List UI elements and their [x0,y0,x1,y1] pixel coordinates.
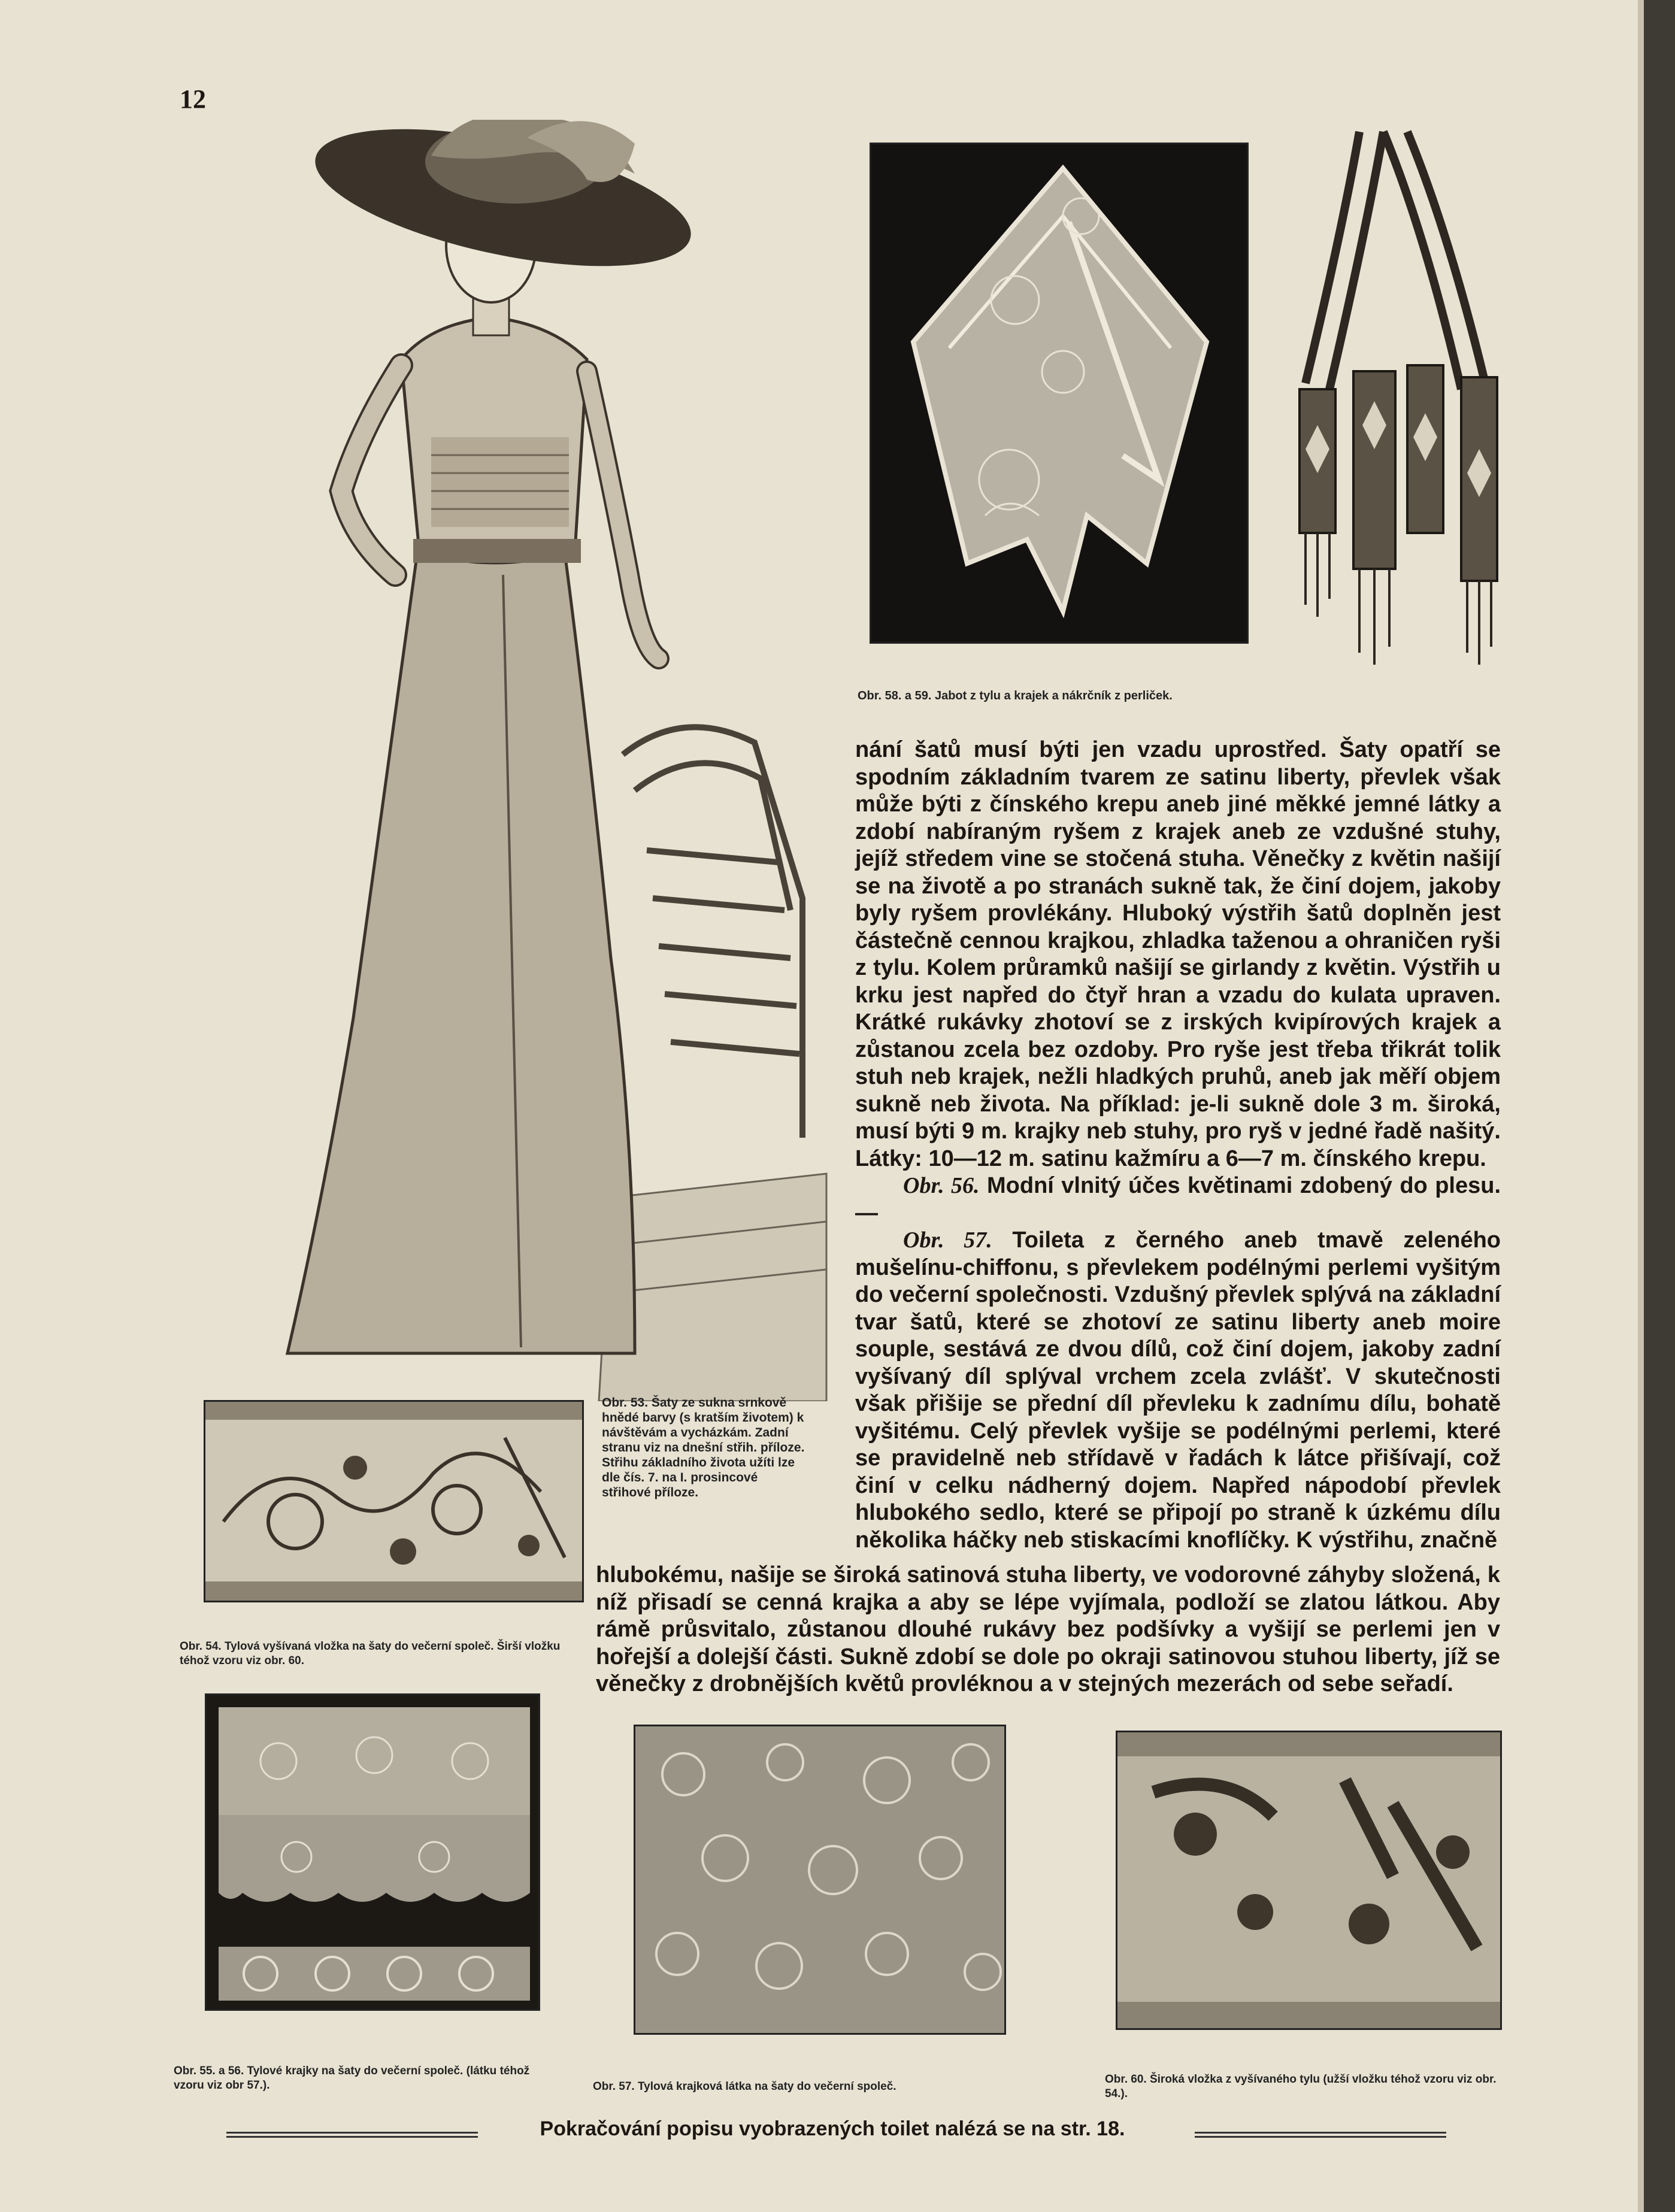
embroidered-insert-image [204,1400,584,1602]
caption-fig55-56: Obr. 55. a 56. Tylové krajky na šaty do večerní společ. (látku téhož vzoru viz obr 57.). [174,2065,530,2092]
fig56-text: Modní vlnitý účes květinami zdobený do plesu. — [855,1173,1501,1226]
fig56-label: Obr. 56. [903,1173,980,1198]
lace-fabric-image [634,1725,1006,2035]
article-paragraph-fig56 [855,1172,1501,1227]
article-paragraph-fig57 [855,1227,1501,1554]
caption-fig53: Obr. 53. Šaty ze sukna srnkově hnědé barvy (s kratším životem) k návštěvám a vycházkám. Zadní stranu viz na dnešní střih. příloze. Střihu základního života užíti lze dle čís. 7. na I. prosincové střihové příloze. [602,1396,805,1499]
jabot-lace-drawing [871,144,1249,644]
lace-fabric-drawing [635,1726,1006,2035]
fig57-label: Obr. 57. [903,1228,992,1253]
beaded-necklace-image [1270,114,1539,671]
lace-trims-drawing [207,1695,540,2011]
caption-fig60: Obr. 60. Široká vložka z vyšívaného tylu (užší vložku téhož vzoru viz obr. 54.). [1105,2073,1497,2100]
wide-insert-image [1116,1731,1502,2030]
page-number: 12 [180,84,206,114]
caption-fig54: Obr. 54. Tylová vyšívaná vložka na šaty do večerní společ. Širší vložku téhož vzoru viz obr. 60. [180,1640,561,1667]
footer-rule-left [226,2132,478,2138]
embroidered-insert-drawing [205,1402,584,1602]
caption-fig58-59: Obr. 58. a 59. Jabot z tylu a krajek a nákrčník z perliček. [858,689,1173,702]
woman-illustration [252,120,850,1401]
jabot-lace-image [870,143,1249,644]
caption-fig57: Obr. 57. Tylová krajková látka na šaty do večerní společ. [593,2080,896,2093]
footer-rule-right [1195,2132,1446,2138]
article-paragraph-main: nání šatů musí býti jen vzadu uprostřed. Šaty opatří se spodním základním tvarem ze satinu liberty, převlek však může býti z čínského krepu aneb jiné měkké jemné látky a zdobí nabíraným ryšem z krajek aneb ze vzdušné stuhy, jejíž středem vine se stočená stuha. Věnečky z květin našijí se na životě a po stranách sukně tak, že činí dojem, jakoby byly ryšem provlékány. Hluboký výstřih šatů doplněn jest částečně cennou krajkou, zhladka taženou a ohraničen ryši z tylu. Kolem průramků našijí se girlandy z květin. Výstřih u krku jest napřed do čtyř hran a vzadu do kulata upraven. Krátké rukávky zhotoví se z irských kvipírových krajek a zůstanou zcela bez ozdoby. Pro ryše jest třeba třikrát tolik stuh neb krajek, nežli hladkých pruhů, aneb jak měří objem sukně neb života. Na příklad: je-li sukně dole 3 m. široká, musí býti 9 m. krajky neb stuhy, pro ryš v jedné řadě našitý. Látky: 10—12 m. satinu kažmíru a 6—7 m. čínského krepu. [855,737,1501,1171]
article-column [855,737,1501,1554]
lace-trims-image [205,1693,540,2011]
footer-continuation: Pokračování popisu vyobrazených toilet nalézá se na str. 18. [540,2117,1125,2140]
page-edge [1638,0,1675,2212]
wide-insert-drawing [1117,1732,1502,2030]
article-paragraph-wide: hlubokému, našije se široká satinová stuha liberty, ve vodorovné záhyby složená, k níž přisadí se cenná krajka a aby se lépe vyjímala, podloží se zlatou látkou. Aby rámě průsvitalo, zůstanou dlouhé rukávy bez podšívky a vyšijí se perlemi jen v hořejší a dolejší části. Sukně zdobí se dole po okraji satinovou stuhou liberty, jíž se věnečky z drobnějších květů provléknou a v stejných mezerách od sebe seřadí. [596,1562,1500,1696]
fig57-text: Toileta z černého aneb tmavě zeleného mušelínu-chiffonu, s převlekem podélnými perlemi vyšitým do večerní společnosti. Vzdušný převlek splývá na základní tvar šatů, které se zhotoví ze satinu liberty aneb moire souple, sestává ze dvou dílů, což činí dojem, jakoby zadní vyšívaný díl splýval vrchem zcela zvlášť. V skutečnosti však přišije se přední díl převleku k zadnímu dílu, bohatě vyšitému. Celý převlek vyšije se podélnými perlemi, které se pravidelně neb střídavě v řadách k látce přišívají, což činí v celku nádherný dojem. Napřed nápodobí převlek hlubokého sedlo, které se připojí po straně k úzkému dílu několika háčky neb stiskacími knoflíčky. K výstřihu, značně [855,1228,1501,1553]
